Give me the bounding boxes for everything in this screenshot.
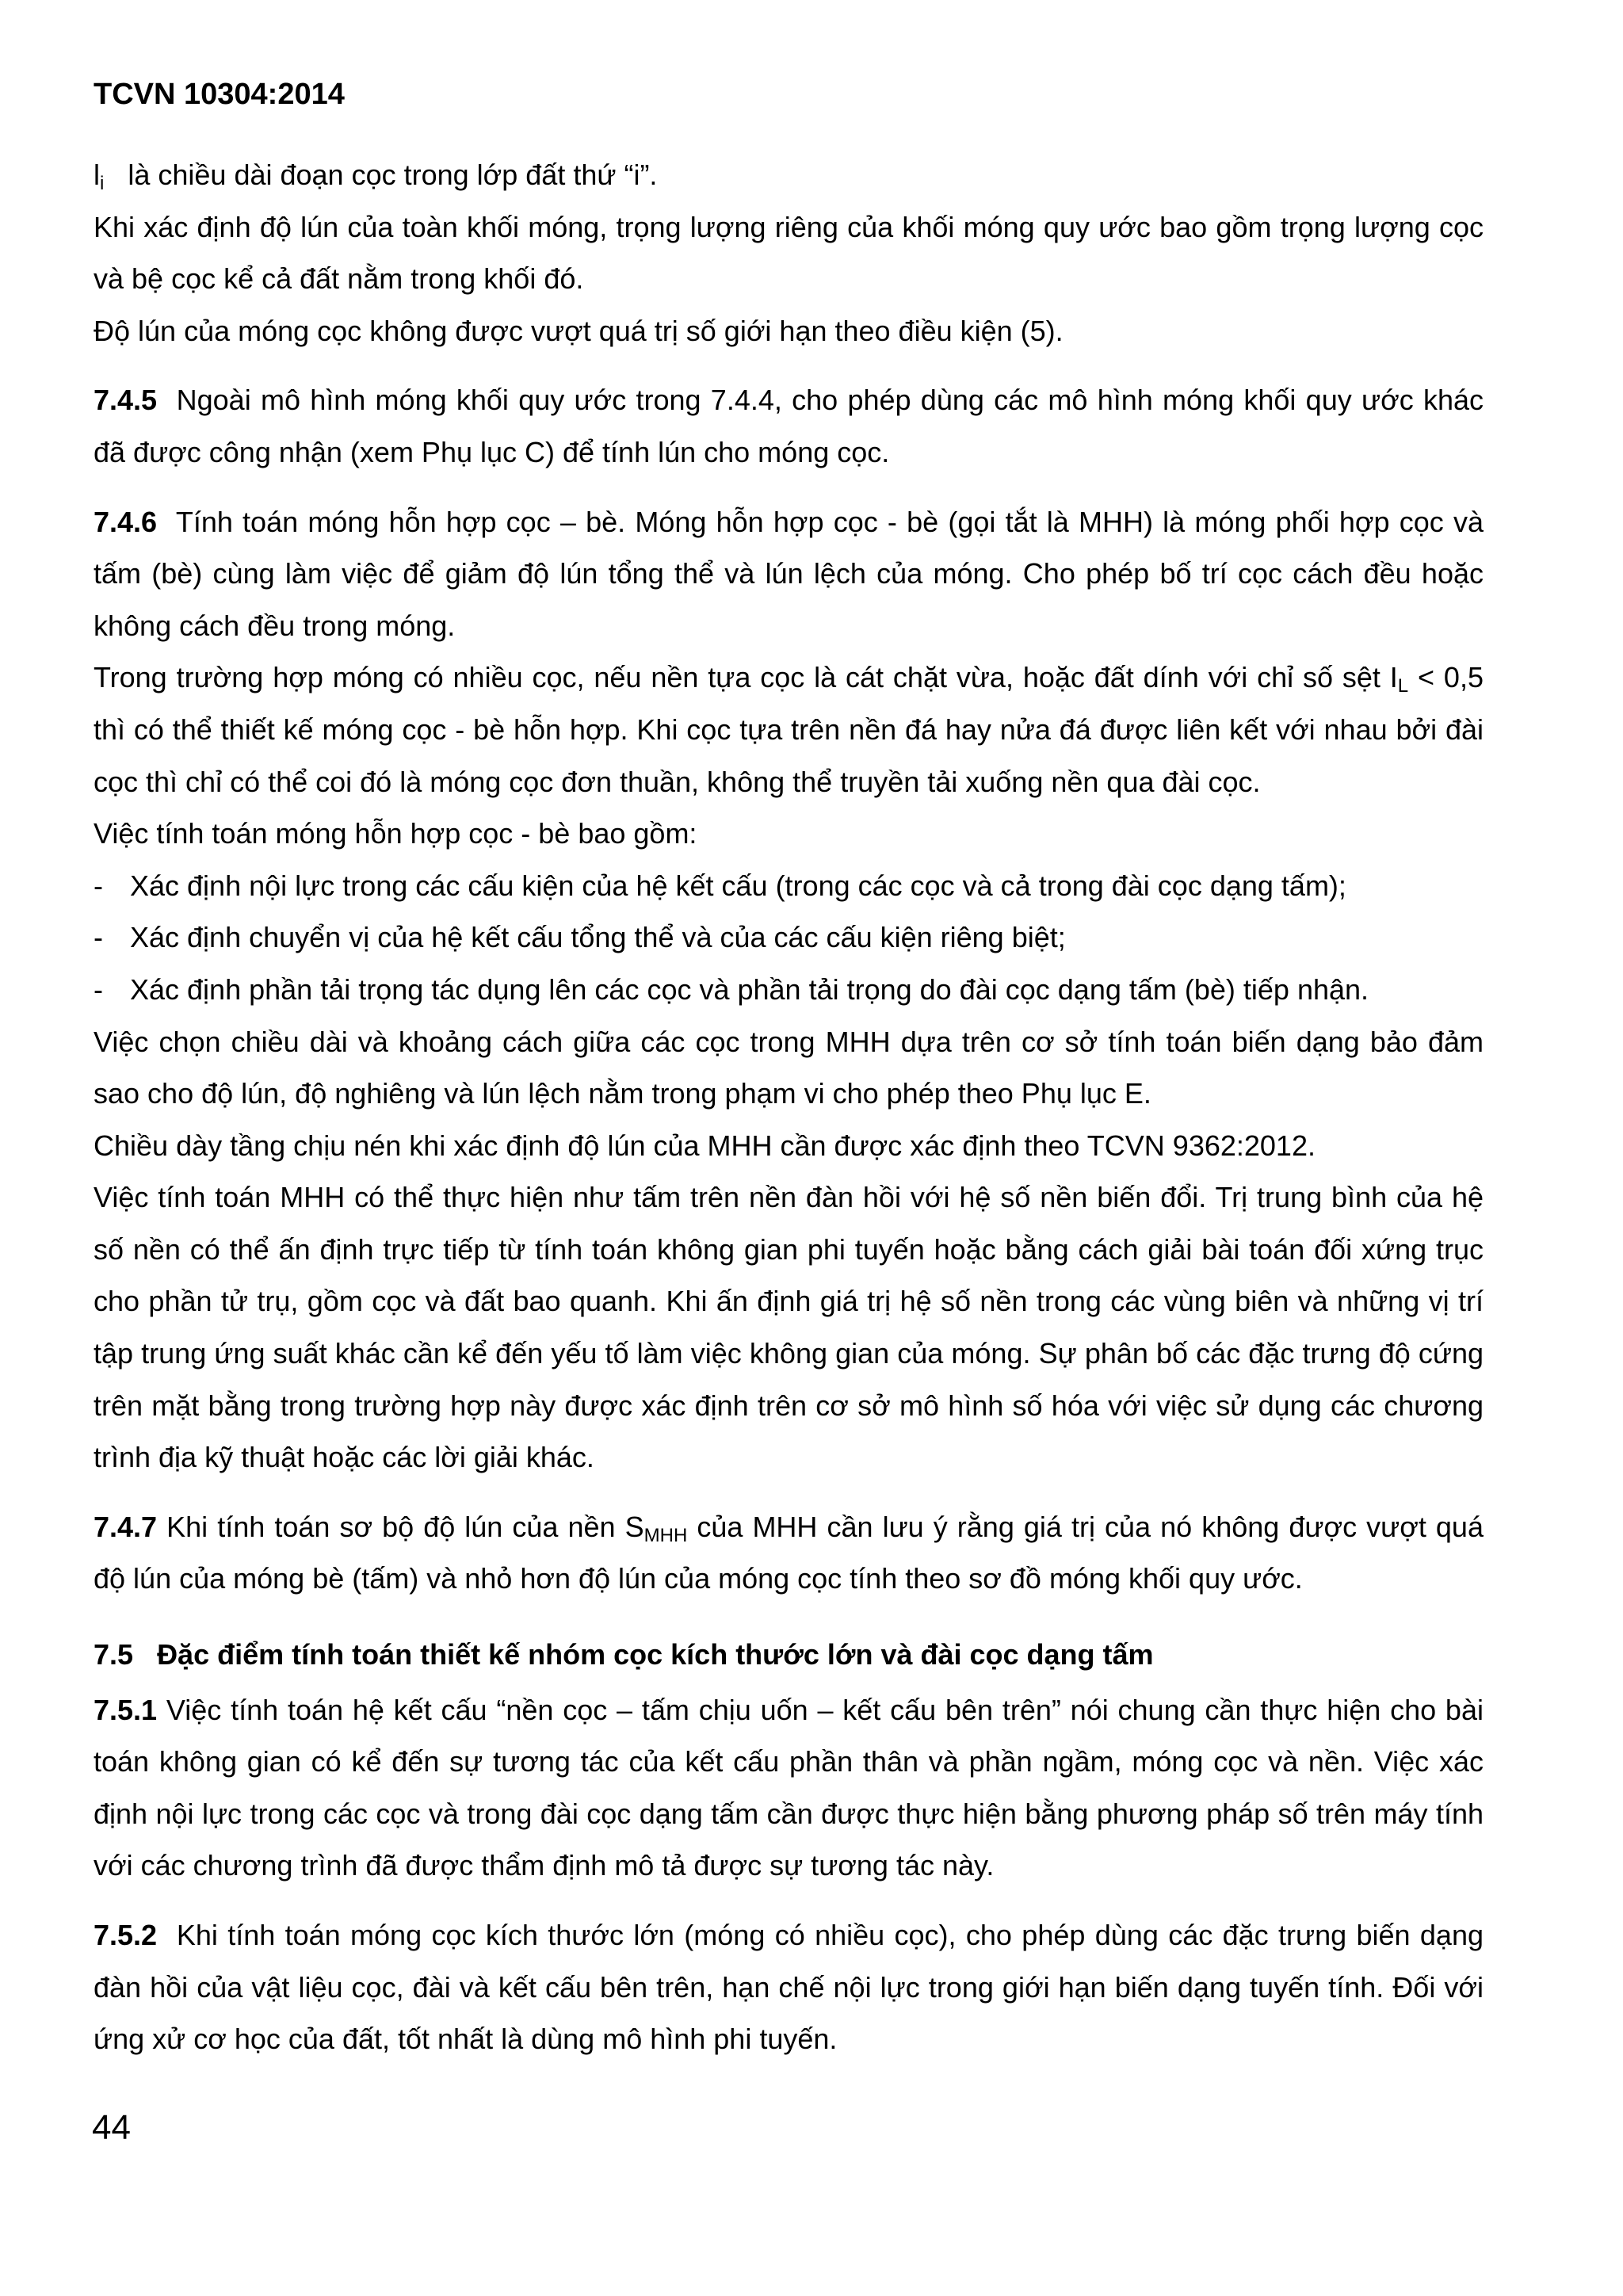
section-number: 7.4.6 — [94, 505, 158, 538]
text-part: của MHH cần lưu ý rằng giá trị của nó không được vượt quá độ lún của móng bè (tấm) và nhỏ hơn độ lún của móng cọc tính theo sơ đồ móng khối quy ước. — [94, 1510, 1484, 1595]
document-body — [94, 149, 1484, 2065]
symbol-l: l — [94, 159, 100, 191]
paragraph-block-weight: Khi xác định độ lún của toàn khối móng, trọng lượng riêng của khối móng quy ước bao gồm trọng lượng cọc và bệ cọc kể cả đất nằm trong khối đó. — [94, 210, 1484, 296]
section-heading-7-5 — [94, 1629, 1484, 1681]
section-7-4-7 — [94, 1501, 1484, 1605]
page-number: 44 — [92, 2108, 131, 2147]
subscript-i: i — [100, 173, 105, 194]
list-item — [94, 860, 1484, 912]
paragraph-many-piles — [94, 651, 1484, 808]
text-part: Trong trường hợp móng có nhiều cọc, nếu nền tựa cọc là cát chặt vừa, hoặc đất dính với chỉ số sệt — [94, 661, 1381, 694]
paragraph-settlement-limit: Độ lún của móng cọc không được vượt quá trị số giới hạn theo điều kiện (5). — [94, 314, 1064, 347]
section-number: 7.5.2 — [94, 1919, 158, 1951]
text-part: < 0,5 thì có thể thiết kế móng cọc - bè hỗn hợp. Khi cọc tựa trên nền đá hay nửa đá được liên kết với nhau bởi đài cọc thì chỉ có thể coi đó là móng cọc đơn thuần, không thể truyền tải xuống nền qua đài cọc. — [94, 661, 1484, 798]
section-7-4-6 — [94, 496, 1484, 652]
bullet-dash: - — [94, 921, 103, 954]
subscript-L: L — [1397, 675, 1409, 697]
symbol-S: S — [624, 1510, 644, 1543]
section-number: 7.4.5 — [94, 384, 158, 417]
section-text: Khi tính toán móng cọc kích thước lớn (móng có nhiều cọc), cho phép dùng các đặc trưng biến dạng đàn hồi của vật liệu cọc, đài và kết cấu bên trên, hạn chế nội lực trong giới hạn biến dạng tuyến tính. Đối với ứng xử cơ học của đất, tốt nhất là dùng mô hình phi tuyến. — [94, 1919, 1484, 2056]
paragraph-li-definition — [94, 149, 1484, 201]
section-7-4-5 — [94, 374, 1484, 478]
bullet-dash: - — [94, 972, 103, 1006]
list-item-text: Xác định nội lực trong các cấu kiện của hệ kết cấu (trong các cọc và cả trong đài cọc dạng tấm); — [130, 869, 1346, 902]
document-header: TCVN 10304:2014 — [94, 78, 345, 111]
paragraph-mhh-calculation: Việc tính toán MHH có thể thực hiện như tấm trên nền đàn hồi với hệ số nền biến đổi. Trị trung bình của hệ số nền có thể ấn định trực tiếp từ tính toán không gian phi tuyến hoặc bằng cách giải bài toán đối xứng trục cho phần tử trụ, gồm cọc và đất bao quanh. Khi ấn định giá trị hệ số nền trong các vùng biên và những vị trí tập trung ứng suất khác cần kể đến yếu tố làm việc không gian của móng. Sự phân bố các đặc trưng độ cứng trên mặt bằng trong trường hợp này được xác định trên cơ sở mô hình số hóa với việc sử dụng các chương trình địa kỹ thuật hoặc các lời giải khác. — [94, 1181, 1484, 1474]
list-item — [94, 911, 1484, 964]
section-text: Ngoài mô hình móng khối quy ước trong 7.4.4, cho phép dùng các mô hình móng khối quy ước khác đã được công nhận (xem Phụ lục C) để tính lún cho móng cọc. — [94, 384, 1484, 468]
heading-number: 7.5 — [94, 1638, 134, 1671]
section-7-5-2 — [94, 1909, 1484, 2065]
subscript-MHH: MHH — [643, 1524, 688, 1546]
list-item-text: Xác định phần tải trọng tác dụng lên các cọc và phần tải trọng do đài cọc dạng tấm (bè) tiếp nhận. — [130, 972, 1369, 1006]
paragraph-pile-selection: Việc chọn chiều dài và khoảng cách giữa các cọc trong MHH dựa trên cơ sở tính toán biến dạng bảo đảm sao cho độ lún, độ nghiêng và lún lệch nằm trong phạm vi cho phép theo Phụ lục E. — [94, 1025, 1484, 1110]
bullet-dash: - — [94, 869, 103, 902]
section-text: Việc tính toán hệ kết cấu “nền cọc – tấm chịu uốn – kết cấu bên trên” nói chung cần thực hiện cho bài toán không gian có kể đến sự tương tác của kết cấu phần thân và phần ngầm, móng cọc và nền. Việc xác định nội lực trong các cọc và trong đài cọc dạng tấm cần được thực hiện bằng phương pháp số trên máy tính với các chương trình đã được thẩm định mô tả được sự tương tác này. — [94, 1693, 1484, 1882]
section-text: Tính toán móng hỗn hợp cọc – bè. Móng hỗn hợp cọc - bè (gọi tắt là MHH) là móng phối hợp cọc và tấm (bè) cùng làm việc để giảm độ lún tổng thể và lún lệch của móng. Cho phép bố trí cọc cách đều hoặc không cách đều trong móng. — [94, 505, 1484, 642]
li-definition-text: là chiều dài đoạn cọc trong lớp đất thứ “i”. — [128, 159, 658, 191]
text-part: Khi tính toán sơ bộ độ lún của nền — [166, 1510, 616, 1543]
list-item-text: Xác định chuyển vị của hệ kết cấu tổng thể và của các cấu kiện riêng biệt; — [130, 921, 1066, 954]
paragraph-compression-layer: Chiều dày tầng chịu nén khi xác định độ lún của MHH cần được xác định theo TCVN 9362:2012. — [94, 1129, 1316, 1162]
section-7-5-1 — [94, 1684, 1484, 1892]
list-item — [94, 964, 1484, 1016]
symbol-I: I — [1389, 661, 1398, 694]
heading-text: Đặc điểm tính toán thiết kế nhóm cọc kích thước lớn và đài cọc dạng tấm — [157, 1638, 1154, 1671]
section-number: 7.4.7 — [94, 1510, 158, 1543]
section-number: 7.5.1 — [94, 1693, 158, 1726]
paragraph-includes: Việc tính toán móng hỗn hợp cọc - bè bao gồm: — [94, 817, 697, 850]
